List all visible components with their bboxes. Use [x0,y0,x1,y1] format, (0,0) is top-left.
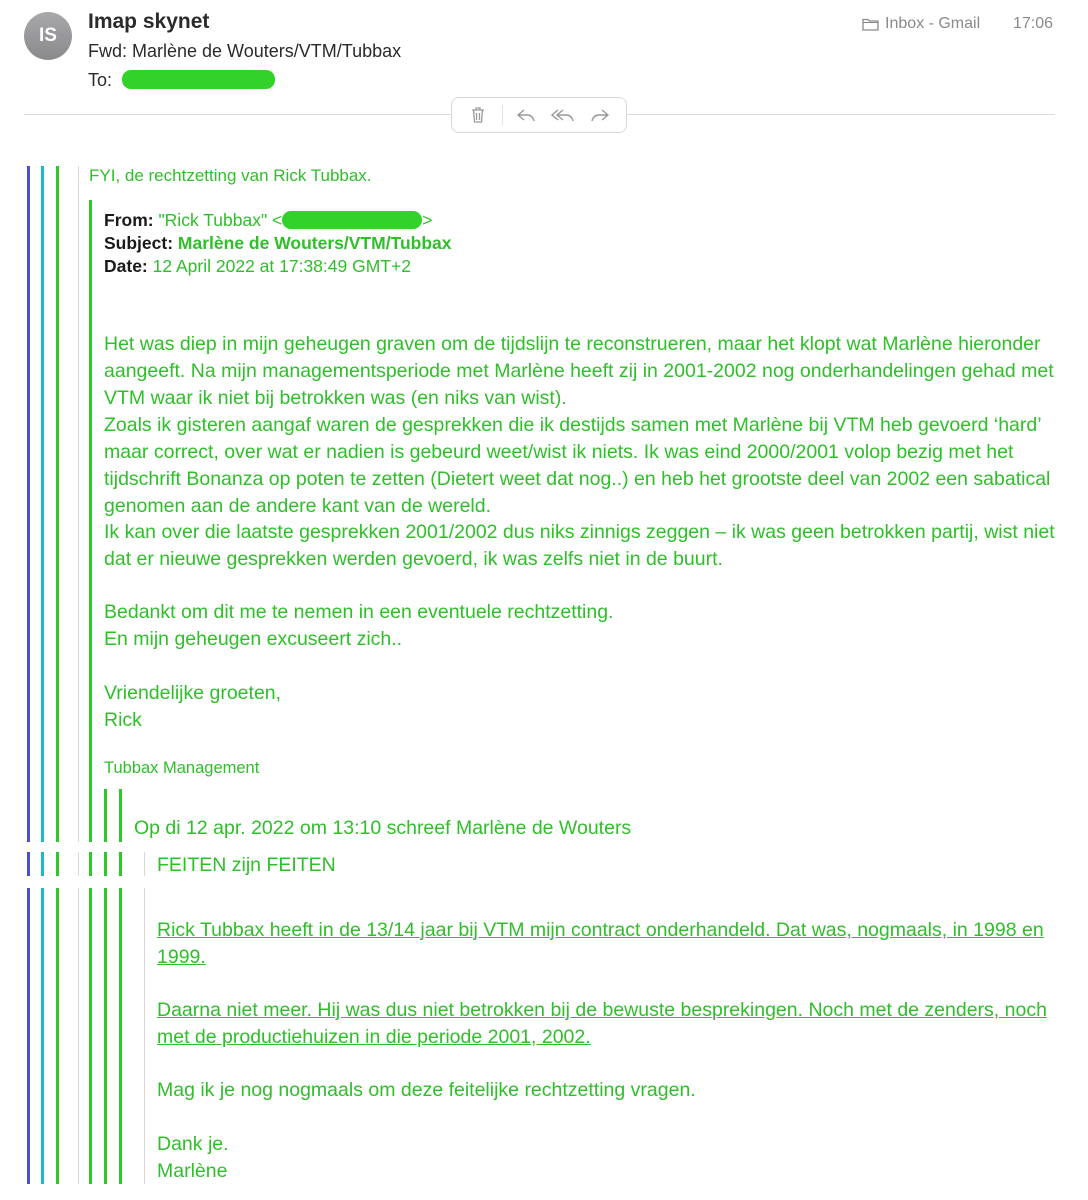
mailbox-indicator[interactable] [862,15,980,33]
fyi-line: FYI, de rechtzetting van Rick Tubbax. [89,166,372,185]
quote-bar [41,888,44,1184]
quote-bar [104,888,107,1184]
quote-bar [119,888,122,1184]
reply-all-icon[interactable] [550,102,576,128]
quote-title: FEITEN zijn FEITEN [157,854,336,876]
quoted-from [104,210,433,231]
received-time: 17:06 [1013,15,1054,32]
forward-icon[interactable] [587,102,613,128]
quote-bar [89,888,92,1184]
from-label: From: [104,210,154,230]
quote-thanks: Dank je. [157,1133,229,1155]
quote-signoff: Marlène [157,1160,228,1182]
quote-bar [89,200,92,842]
quoted-date [104,256,411,277]
body-greeting: Vriendelijke groeten, [104,682,282,704]
body-memory: En mijn geheugen excuseert zich.. [104,628,403,650]
body-paragraph-1: Het was diep in mijn geheugen graven om de tijdslijn te reconstrueren, maar het klopt wat Marlène hieronder aangeeft. Na mijn managementsperiode met Marlène heeft zij in 2001-2002 nog onderhandelingen gehad met VTM waar ik niet bij betrokken was (en niks van wist). [104,333,1054,409]
avatar: IS [24,12,72,60]
quote-bar [41,166,44,842]
message-toolbar [451,97,627,133]
quote-bar [104,852,107,876]
from-suffix: > [422,210,433,230]
subject-value: Marlène de Wouters/VTM/Tubbax [177,233,452,253]
redacted-recipient [122,70,275,89]
quote-bar [78,166,79,842]
folder-icon [862,17,879,31]
subject-label: Subject: [104,233,174,253]
quote-bar [78,852,79,876]
quote-paragraph-2: Daarna niet meer. Hij was dus niet betrokken bij de bewuste besprekingen. Noch met de zenders, noch met de productiehuizen in die periode 2001, 2002. [157,999,1047,1048]
quote-bar [144,888,145,1184]
quote-bar [41,852,44,876]
body-name: Rick [104,709,142,731]
trash-icon[interactable] [465,102,491,128]
quote-bar [78,888,79,1184]
quote-paragraph-1: Rick Tubbax heeft in de 13/14 jaar bij VTM mijn contract onderhandeld. Dat was, nogmaals, in 1998 en 1999. [157,919,1044,968]
email-subject: Fwd: Marlène de Wouters/VTM/Tubbax [88,41,402,61]
body-paragraph-2: Zoals ik gisteren aangaf waren de gesprekken die ik destijds samen met Marlène bij VTM heb gevoerd ‘hard’ maar correct, over wat er nadien is gebeurd weet/wist ik niets. Ik was eind 2000/2001 volop bezig met het tijdschrift Bonanza op poten te zetten (Dietert weet dat nog..) en heb het grootste deel van 2002 een sabatical genomen aan de andere kant van de wereld. [104,414,1051,517]
quote-bar [104,789,107,842]
sender-name: Imap skynet [88,10,210,33]
from-name: "Rick Tubbax" < [158,210,283,230]
quote-bar [27,888,30,1184]
mailbox-label: Inbox - Gmail [885,15,981,32]
quote-bar [119,852,122,876]
redacted-email[interactable] [282,211,422,229]
quote-bar [56,166,59,842]
toolbar-separator [502,105,503,125]
quote-bar [89,852,92,876]
quote-paragraph-3: Mag ik je nog nogmaals om deze feitelijke rechtzetting vragen. [157,1079,696,1101]
signature: Tubbax Management [104,759,260,777]
quoted-subject [104,233,451,254]
reply-icon[interactable] [513,102,539,128]
quote-bar [56,888,59,1184]
date-label: Date: [104,256,148,276]
quote-intro: Op di 12 apr. 2022 om 13:10 schreef Marlène de Wouters [134,817,632,839]
to-label: To: [88,70,113,90]
quote-bar [27,852,30,876]
quote-bar [119,789,122,842]
body-thanks: Bedankt om dit me te nemen in een eventuele rechtzetting. [104,601,614,623]
quote-bar [144,852,145,876]
quote-bar [27,166,30,842]
date-value: 12 April 2022 at 17:38:49 GMT+2 [152,256,411,276]
body-paragraph-3: Ik kan over die laatste gesprekken 2001/2002 dus niks zinnigs zeggen – ik was geen betrokken partij, wist niet dat er nieuwe gesprekken werden gevoerd, ik was zelfs niet in de buurt. [104,521,1055,570]
quote-bar [56,852,59,876]
